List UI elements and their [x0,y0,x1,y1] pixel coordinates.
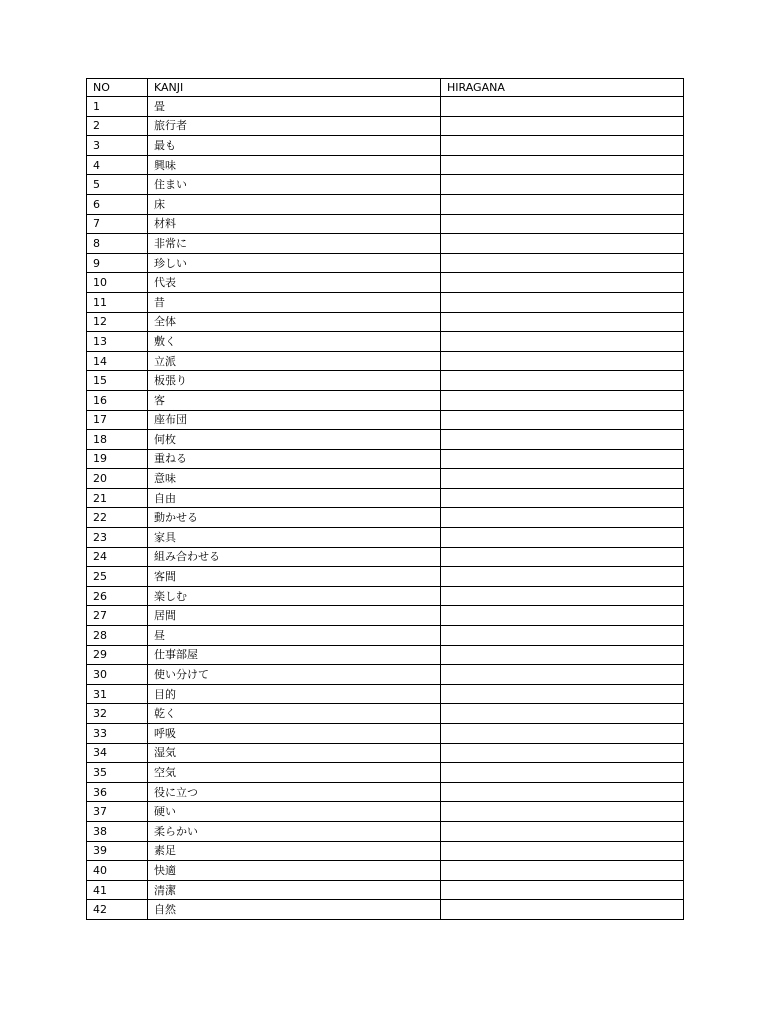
row-number: 16 [87,390,148,410]
table-row [87,449,684,469]
kanji-cell: 珍しい [148,253,441,273]
table-row [87,606,684,626]
row-number: 18 [87,430,148,450]
hiragana-cell[interactable] [441,97,684,117]
table-row [87,351,684,371]
kanji-cell: 昼 [148,626,441,646]
kanji-cell: 仕事部屋 [148,645,441,665]
kanji-cell: 家具 [148,528,441,548]
row-number: 35 [87,763,148,783]
hiragana-cell[interactable] [441,116,684,136]
hiragana-cell[interactable] [441,273,684,293]
hiragana-cell[interactable] [441,763,684,783]
table-row [87,292,684,312]
table-row [87,586,684,606]
kanji-cell: 使い分けて [148,665,441,685]
hiragana-cell[interactable] [441,194,684,214]
header-row [87,79,684,97]
table-row [87,547,684,567]
row-number: 14 [87,351,148,371]
kanji-cell: 何枚 [148,430,441,450]
kanji-cell: 役に立つ [148,782,441,802]
row-number: 31 [87,684,148,704]
kanji-cell: 昔 [148,292,441,312]
kanji-cell: 空気 [148,763,441,783]
row-number: 30 [87,665,148,685]
table-row [87,214,684,234]
table-row [87,234,684,254]
table-row [87,880,684,900]
row-number: 33 [87,724,148,744]
row-number: 36 [87,782,148,802]
hiragana-cell[interactable] [441,645,684,665]
kanji-cell: 住まい [148,175,441,195]
row-number: 37 [87,802,148,822]
hiragana-cell[interactable] [441,449,684,469]
row-number: 17 [87,410,148,430]
row-number: 20 [87,469,148,489]
hiragana-cell[interactable] [441,606,684,626]
row-number: 12 [87,312,148,332]
row-number: 1 [87,97,148,117]
row-number: 3 [87,136,148,156]
row-number: 6 [87,194,148,214]
table-row [87,488,684,508]
kanji-cell: 板張り [148,371,441,391]
table-row [87,332,684,352]
kanji-cell: 意味 [148,469,441,489]
header-kanji: KANJI [148,79,441,97]
row-number: 19 [87,449,148,469]
hiragana-cell[interactable] [441,528,684,548]
hiragana-cell[interactable] [441,508,684,528]
row-number: 7 [87,214,148,234]
table-row [87,645,684,665]
hiragana-cell[interactable] [441,351,684,371]
table-row [87,430,684,450]
kanji-cell: 乾く [148,704,441,724]
kanji-cell: 最も [148,136,441,156]
row-number: 23 [87,528,148,548]
table-row [87,371,684,391]
hiragana-cell[interactable] [441,626,684,646]
table-row [87,704,684,724]
table-row [87,841,684,861]
table-row [87,528,684,548]
kanji-cell: 快適 [148,861,441,881]
table-row [87,861,684,881]
table-row [87,763,684,783]
row-number: 10 [87,273,148,293]
table-row [87,743,684,763]
row-number: 24 [87,547,148,567]
kanji-cell: 全体 [148,312,441,332]
kanji-cell: 湿気 [148,743,441,763]
hiragana-cell[interactable] [441,332,684,352]
hiragana-cell[interactable] [441,292,684,312]
table-row [87,273,684,293]
table-row [87,390,684,410]
kanji-cell: 楽しむ [148,586,441,606]
kanji-cell: 自由 [148,488,441,508]
row-number: 40 [87,861,148,881]
kanji-cell: 床 [148,194,441,214]
hiragana-cell[interactable] [441,390,684,410]
hiragana-cell[interactable] [441,802,684,822]
kanji-cell: 目的 [148,684,441,704]
kanji-cell: 呼吸 [148,724,441,744]
hiragana-cell[interactable] [441,782,684,802]
table-row [87,155,684,175]
hiragana-cell[interactable] [441,312,684,332]
hiragana-cell[interactable] [441,743,684,763]
row-number: 41 [87,880,148,900]
kanji-cell: 柔らかい [148,821,441,841]
hiragana-cell[interactable] [441,488,684,508]
row-number: 39 [87,841,148,861]
kanji-cell: 敷く [148,332,441,352]
hiragana-cell[interactable] [441,665,684,685]
table-row [87,821,684,841]
hiragana-cell[interactable] [441,900,684,920]
kanji-cell: 代表 [148,273,441,293]
table-row [87,116,684,136]
kanji-cell: 組み合わせる [148,547,441,567]
kanji-cell: 畳 [148,97,441,117]
header-no: NO [87,79,148,97]
hiragana-cell[interactable] [441,371,684,391]
table-row [87,253,684,273]
table-row [87,136,684,156]
table-row [87,802,684,822]
header-hiragana: HIRAGANA [441,79,684,97]
row-number: 22 [87,508,148,528]
kanji-cell: 重ねる [148,449,441,469]
kanji-cell: 旅行者 [148,116,441,136]
table-row [87,900,684,920]
row-number: 2 [87,116,148,136]
table-row [87,410,684,430]
table-row [87,175,684,195]
hiragana-cell[interactable] [441,567,684,587]
hiragana-cell[interactable] [441,430,684,450]
table-row [87,626,684,646]
row-number: 32 [87,704,148,724]
hiragana-cell[interactable] [441,214,684,234]
kanji-cell: 非常に [148,234,441,254]
kanji-cell: 客 [148,390,441,410]
kanji-cell: 材料 [148,214,441,234]
table-row [87,665,684,685]
row-number: 28 [87,626,148,646]
hiragana-cell[interactable] [441,136,684,156]
table-row [87,97,684,117]
kanji-cell: 動かせる [148,508,441,528]
hiragana-cell[interactable] [441,704,684,724]
hiragana-cell[interactable] [441,841,684,861]
hiragana-cell[interactable] [441,253,684,273]
kanji-cell: 素足 [148,841,441,861]
row-number: 21 [87,488,148,508]
row-number: 8 [87,234,148,254]
kanji-cell: 自然 [148,900,441,920]
table-row [87,782,684,802]
row-number: 9 [87,253,148,273]
hiragana-cell[interactable] [441,469,684,489]
hiragana-cell[interactable] [441,155,684,175]
hiragana-cell[interactable] [441,861,684,881]
table-row [87,508,684,528]
hiragana-cell[interactable] [441,547,684,567]
kanji-cell: 清潔 [148,880,441,900]
table-row [87,567,684,587]
table-row [87,469,684,489]
hiragana-cell[interactable] [441,821,684,841]
hiragana-cell[interactable] [441,234,684,254]
hiragana-cell[interactable] [441,684,684,704]
table-row [87,724,684,744]
hiragana-cell[interactable] [441,586,684,606]
kanji-cell: 立派 [148,351,441,371]
row-number: 25 [87,567,148,587]
row-number: 34 [87,743,148,763]
kanji-cell: 興味 [148,155,441,175]
table-row [87,684,684,704]
row-number: 27 [87,606,148,626]
row-number: 5 [87,175,148,195]
kanji-cell: 座布団 [148,410,441,430]
kanji-cell: 客間 [148,567,441,587]
kanji-cell: 居間 [148,606,441,626]
row-number: 4 [87,155,148,175]
hiragana-cell[interactable] [441,724,684,744]
hiragana-cell[interactable] [441,175,684,195]
row-number: 42 [87,900,148,920]
hiragana-cell[interactable] [441,410,684,430]
row-number: 38 [87,821,148,841]
row-number: 26 [87,586,148,606]
kanji-cell: 硬い [148,802,441,822]
row-number: 11 [87,292,148,312]
row-number: 29 [87,645,148,665]
hiragana-cell[interactable] [441,880,684,900]
vocabulary-table [86,78,684,920]
table-body [87,97,684,920]
row-number: 15 [87,371,148,391]
table-row [87,312,684,332]
table-row [87,194,684,214]
row-number: 13 [87,332,148,352]
